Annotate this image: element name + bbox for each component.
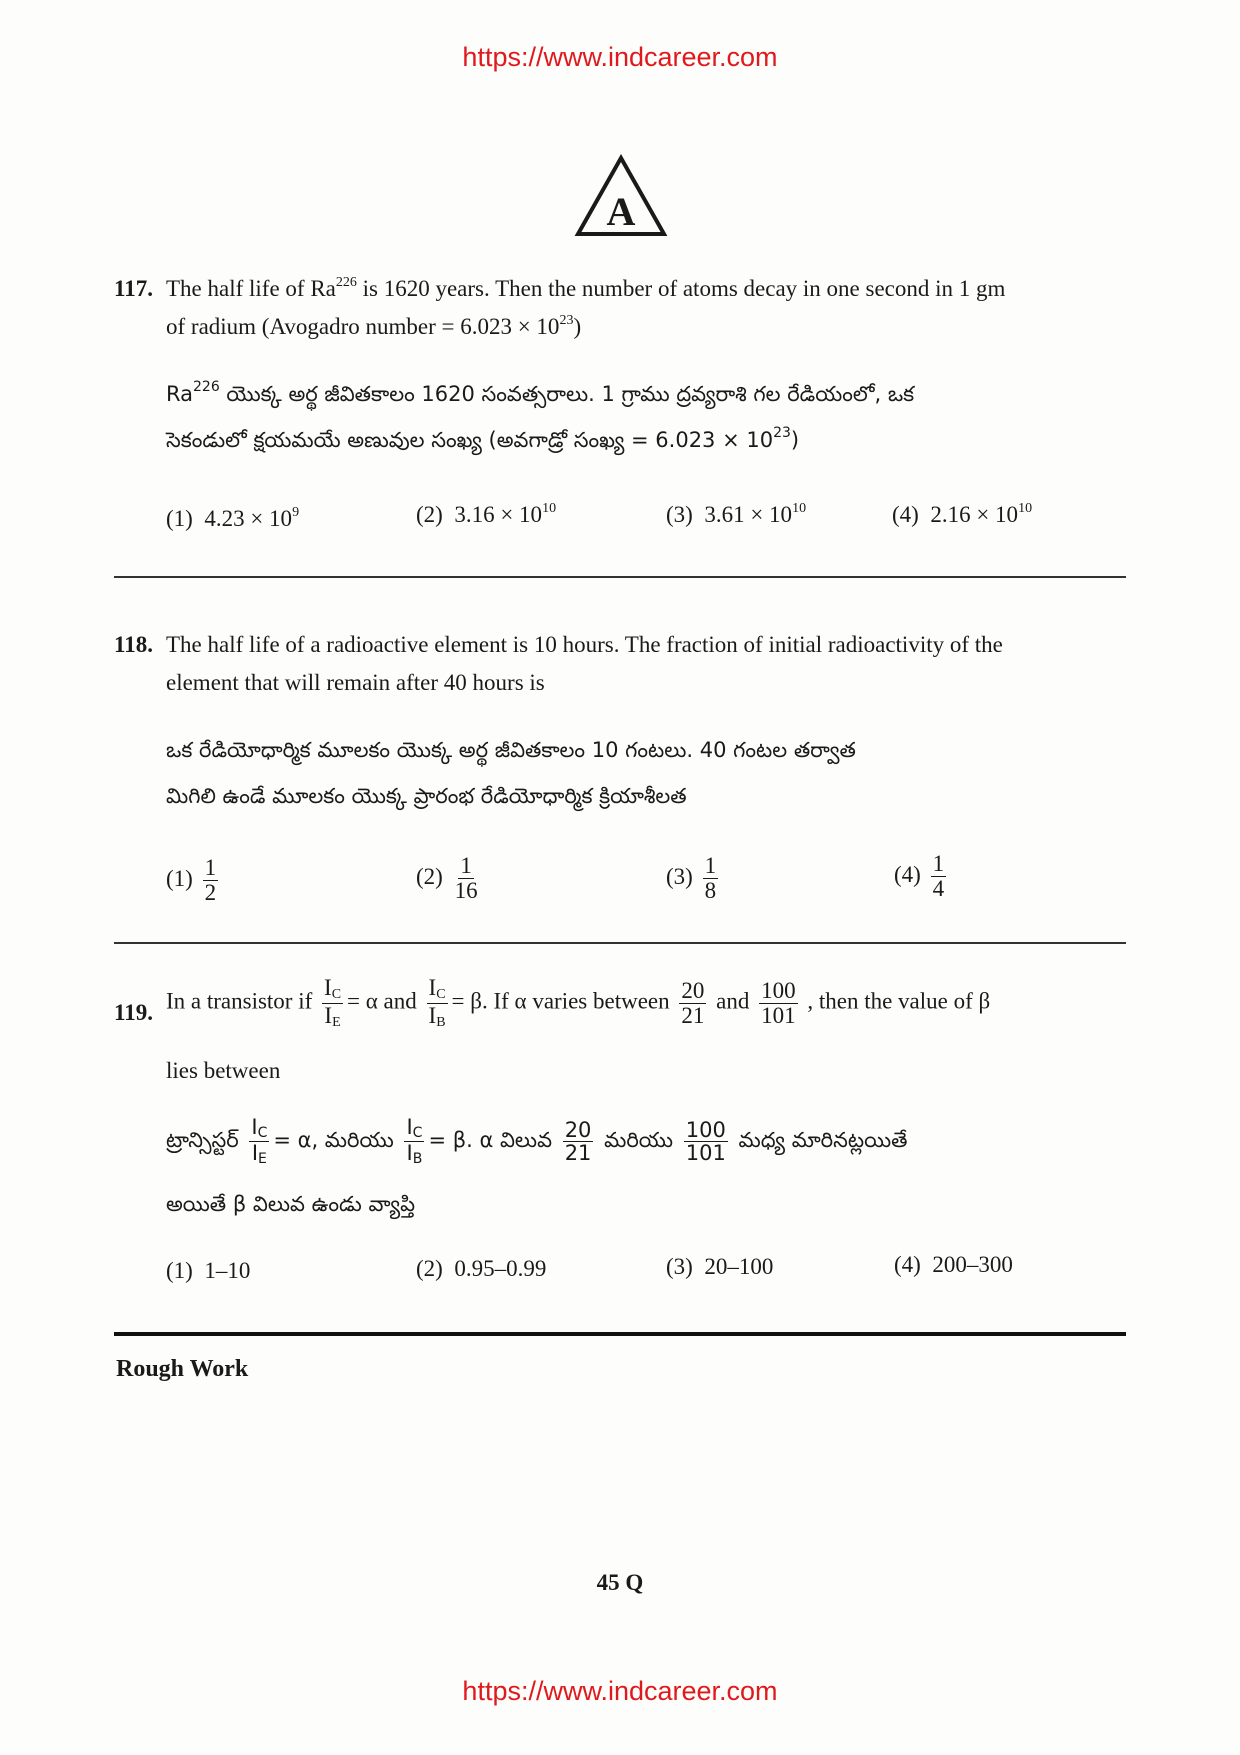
- question-number: 119.: [114, 1000, 153, 1025]
- header-url[interactable]: https://www.indcareer.com: [462, 42, 778, 72]
- option-4: (4) $2.16 \times 10^{10}$: [892, 501, 1033, 527]
- telugu-text-line1: ట్రాన్సిస్టర్ $\frac{I_C}{I_E}$ = α, మరియు $\frac{I_C}{I_B}$ = β. α విలువ $\frac{20}{21}$ మరియు $\frac{100}{101}$ మధ్య మారినట్లయితే: [166, 1115, 908, 1167]
- question-number: 118.: [114, 632, 153, 657]
- question-number: 117.: [114, 276, 153, 301]
- telugu-text-line2: మిగిలి ఉండే మూలకం యొక్క ప్రారంభ రేడియోధార్మిక క్రియాశీలత: [166, 784, 687, 808]
- option-3: (3) 20–100: [666, 1254, 774, 1279]
- telugu-text-line2: సెకండులో క్షయమయే అణువుల సంఖ్య (అవగాడ్రో సంఖ్య = $6.023 \times 10^{23}$): [166, 425, 800, 452]
- option-1: (1) $4.23 \times 10^9$: [166, 505, 300, 531]
- option-2: (2) $\frac{1}{16}$: [416, 853, 478, 904]
- question-text-line2: of radium (Avogadro number = $6.023 \times 10^{23}$): [166, 313, 582, 339]
- option-2: (2) 0.95–0.99: [416, 1256, 547, 1281]
- footer-url[interactable]: https://www.indcareer.com: [462, 1676, 778, 1706]
- option-4: (4) $\frac{1}{4}$: [894, 851, 945, 902]
- page-number: 45 Q: [596, 1570, 644, 1595]
- rough-work-label: Rough Work: [116, 1356, 249, 1382]
- divider: [114, 942, 1126, 944]
- series-badge: [574, 154, 668, 238]
- option-2: (2) $3.16 \times 10^{10}$: [416, 501, 557, 527]
- divider: [114, 576, 1126, 578]
- series-letter: A: [606, 189, 636, 234]
- option-4: (4) 200–300: [894, 1252, 1013, 1277]
- telugu-text-line1: Ra$^{226}$ యొక్క అర్థ జీవితకాలం 1620 సంవత్సరాలు. 1 గ్రాము ద్రవ్యరాశి గల రేడియంలో, ఒక: [166, 379, 915, 406]
- telugu-text-line1: ఒక రేడియోధార్మిక మూలకం యొక్క అర్థ జీవితకాలం 10 గంటలు. 40 గంటల తర్వాత: [166, 738, 856, 762]
- option-3: (3) $3.61 \times 10^{10}$: [666, 501, 807, 527]
- option-3: (3) $\frac{1}{8}$: [666, 853, 717, 904]
- question-text-line1: In a transistor if $\frac{I_C}{I_E}$ = α and $\frac{I_C}{I_B}$ = β. If α varies between $\frac{20}{21}$ and $\frac{100}{101}$ , then the value of β: [166, 975, 991, 1030]
- option-1: (1) 1–10: [166, 1258, 251, 1283]
- question-text-line2: lies between: [166, 1058, 281, 1083]
- question-text-line1: The half life of Ra$^{226}$ is 1620 years. Then the number of atoms decay in one second in 1 gm: [166, 275, 1006, 301]
- question-text-line1: The half life of a radioactive element is 10 hours. The fraction of initial radioactivity of the: [166, 632, 1003, 657]
- option-1: (1) $\frac{1}{2}$: [166, 855, 217, 906]
- telugu-text-line2: అయితే β విలువ ఉండు వ్యాప్తి: [166, 1192, 416, 1216]
- question-text-line2: element that will remain after 40 hours is: [166, 670, 545, 695]
- rough-work-divider: [114, 1332, 1126, 1336]
